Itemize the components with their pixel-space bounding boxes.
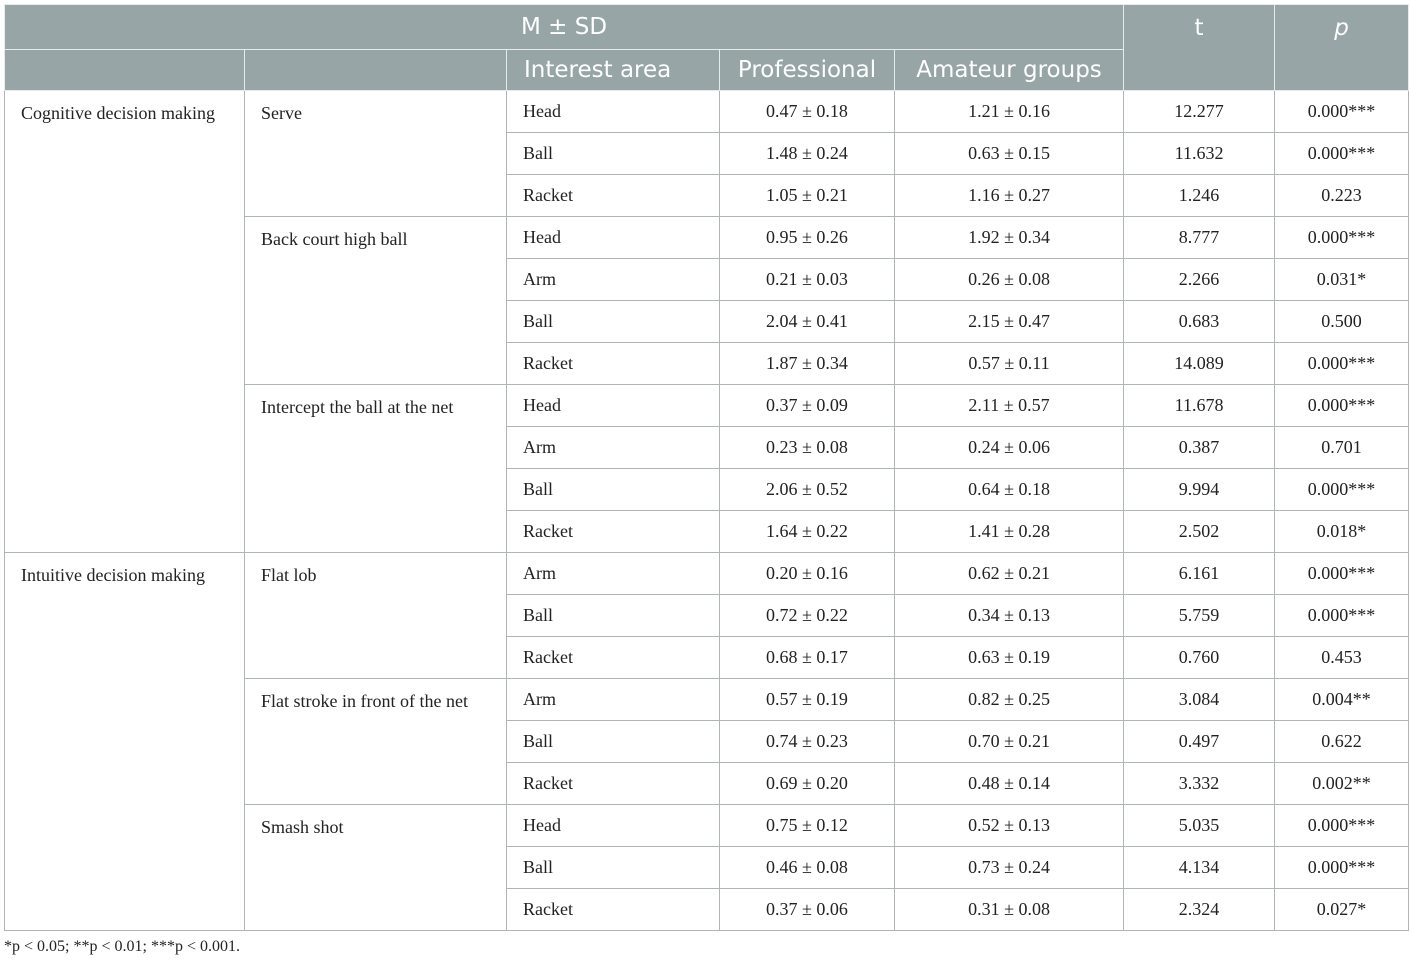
amateur-cell: 0.31 ± 0.08 <box>895 889 1124 931</box>
t-value-cell: 11.678 <box>1124 385 1275 427</box>
header-t: t <box>1124 5 1275 91</box>
interest-area-cell: Ball <box>507 301 720 343</box>
t-value-cell: 2.266 <box>1124 259 1275 301</box>
interest-area-cell: Ball <box>507 595 720 637</box>
t-value-cell: 0.760 <box>1124 637 1275 679</box>
interest-area-cell: Arm <box>507 553 720 595</box>
professional-cell: 1.48 ± 0.24 <box>720 133 895 175</box>
interest-area-cell: Head <box>507 91 720 133</box>
shot-type-cell: Smash shot <box>245 805 507 931</box>
p-value-cell: 0.000*** <box>1275 217 1409 259</box>
t-value-cell: 5.759 <box>1124 595 1275 637</box>
t-value-cell: 1.246 <box>1124 175 1275 217</box>
amateur-cell: 2.11 ± 0.57 <box>895 385 1124 427</box>
p-value-cell: 0.500 <box>1275 301 1409 343</box>
shot-type-cell: Flat lob <box>245 553 507 679</box>
professional-cell: 0.72 ± 0.22 <box>720 595 895 637</box>
amateur-cell: 0.70 ± 0.21 <box>895 721 1124 763</box>
amateur-cell: 1.92 ± 0.34 <box>895 217 1124 259</box>
amateur-cell: 1.41 ± 0.28 <box>895 511 1124 553</box>
header-amateur: Amateur groups <box>895 50 1124 91</box>
interest-area-cell: Racket <box>507 889 720 931</box>
interest-area-cell: Arm <box>507 259 720 301</box>
p-value-cell: 0.027* <box>1275 889 1409 931</box>
professional-cell: 2.06 ± 0.52 <box>720 469 895 511</box>
table-row <box>5 553 1409 595</box>
p-value-cell: 0.004** <box>1275 679 1409 721</box>
p-value-cell: 0.453 <box>1275 637 1409 679</box>
amateur-cell: 0.26 ± 0.08 <box>895 259 1124 301</box>
interest-area-cell: Head <box>507 805 720 847</box>
amateur-cell: 0.52 ± 0.13 <box>895 805 1124 847</box>
p-value-cell: 0.002** <box>1275 763 1409 805</box>
header-msd: M ± SD <box>5 5 1124 50</box>
amateur-cell: 1.21 ± 0.16 <box>895 91 1124 133</box>
t-value-cell: 3.332 <box>1124 763 1275 805</box>
interest-area-cell: Racket <box>507 511 720 553</box>
interest-area-cell: Racket <box>507 763 720 805</box>
professional-cell: 0.21 ± 0.03 <box>720 259 895 301</box>
professional-cell: 0.37 ± 0.09 <box>720 385 895 427</box>
t-value-cell: 5.035 <box>1124 805 1275 847</box>
category-cell: Cognitive decision making <box>5 91 245 553</box>
professional-cell: 0.20 ± 0.16 <box>720 553 895 595</box>
professional-cell: 2.04 ± 0.41 <box>720 301 895 343</box>
interest-area-cell: Racket <box>507 175 720 217</box>
shot-type-cell: Back court high ball <box>245 217 507 385</box>
p-value-cell: 0.000*** <box>1275 805 1409 847</box>
amateur-cell: 0.24 ± 0.06 <box>895 427 1124 469</box>
professional-cell: 1.64 ± 0.22 <box>720 511 895 553</box>
professional-cell: 0.74 ± 0.23 <box>720 721 895 763</box>
t-value-cell: 12.277 <box>1124 91 1275 133</box>
professional-cell: 0.57 ± 0.19 <box>720 679 895 721</box>
table-header <box>5 5 1409 91</box>
results-table <box>4 4 1409 931</box>
interest-area-cell: Ball <box>507 847 720 889</box>
professional-cell: 0.95 ± 0.26 <box>720 217 895 259</box>
p-value-cell: 0.000*** <box>1275 385 1409 427</box>
amateur-cell: 1.16 ± 0.27 <box>895 175 1124 217</box>
p-value-cell: 0.622 <box>1275 721 1409 763</box>
interest-area-cell: Head <box>507 385 720 427</box>
shot-type-cell: Intercept the ball at the net <box>245 385 507 553</box>
interest-area-cell: Arm <box>507 427 720 469</box>
amateur-cell: 0.48 ± 0.14 <box>895 763 1124 805</box>
professional-cell: 0.37 ± 0.06 <box>720 889 895 931</box>
t-value-cell: 2.324 <box>1124 889 1275 931</box>
t-value-cell: 0.497 <box>1124 721 1275 763</box>
amateur-cell: 0.73 ± 0.24 <box>895 847 1124 889</box>
interest-area-cell: Arm <box>507 679 720 721</box>
interest-area-cell: Racket <box>507 343 720 385</box>
t-value-cell: 4.134 <box>1124 847 1275 889</box>
header-blank-2 <box>245 50 507 91</box>
p-value-cell: 0.000*** <box>1275 847 1409 889</box>
interest-area-cell: Ball <box>507 133 720 175</box>
professional-cell: 0.47 ± 0.18 <box>720 91 895 133</box>
t-value-cell: 6.161 <box>1124 553 1275 595</box>
table-row <box>5 91 1409 133</box>
professional-cell: 0.69 ± 0.20 <box>720 763 895 805</box>
interest-area-cell: Head <box>507 217 720 259</box>
amateur-cell: 0.62 ± 0.21 <box>895 553 1124 595</box>
amateur-cell: 0.57 ± 0.11 <box>895 343 1124 385</box>
table-body <box>5 91 1409 931</box>
professional-cell: 0.75 ± 0.12 <box>720 805 895 847</box>
amateur-cell: 0.63 ± 0.15 <box>895 133 1124 175</box>
t-value-cell: 9.994 <box>1124 469 1275 511</box>
p-value-cell: 0.000*** <box>1275 595 1409 637</box>
p-value-cell: 0.000*** <box>1275 91 1409 133</box>
professional-cell: 0.46 ± 0.08 <box>720 847 895 889</box>
t-value-cell: 8.777 <box>1124 217 1275 259</box>
header-professional: Professional <box>720 50 895 91</box>
amateur-cell: 0.64 ± 0.18 <box>895 469 1124 511</box>
t-value-cell: 11.632 <box>1124 133 1275 175</box>
p-value-cell: 0.000*** <box>1275 553 1409 595</box>
p-value-cell: 0.000*** <box>1275 133 1409 175</box>
professional-cell: 0.68 ± 0.17 <box>720 637 895 679</box>
header-p: p <box>1275 5 1409 91</box>
p-value-cell: 0.031* <box>1275 259 1409 301</box>
p-value-cell: 0.701 <box>1275 427 1409 469</box>
p-value-cell: 0.000*** <box>1275 343 1409 385</box>
professional-cell: 1.87 ± 0.34 <box>720 343 895 385</box>
amateur-cell: 0.63 ± 0.19 <box>895 637 1124 679</box>
t-value-cell: 3.084 <box>1124 679 1275 721</box>
professional-cell: 0.23 ± 0.08 <box>720 427 895 469</box>
professional-cell: 1.05 ± 0.21 <box>720 175 895 217</box>
amateur-cell: 0.34 ± 0.13 <box>895 595 1124 637</box>
p-value-cell: 0.018* <box>1275 511 1409 553</box>
category-cell: Intuitive decision making <box>5 553 245 931</box>
interest-area-cell: Ball <box>507 721 720 763</box>
t-value-cell: 2.502 <box>1124 511 1275 553</box>
shot-type-cell: Serve <box>245 91 507 217</box>
shot-type-cell: Flat stroke in front of the net <box>245 679 507 805</box>
table-footnote: *p < 0.05; **p < 0.01; ***p < 0.001. <box>4 938 240 955</box>
interest-area-cell: Racket <box>507 637 720 679</box>
interest-area-cell: Ball <box>507 469 720 511</box>
t-value-cell: 0.683 <box>1124 301 1275 343</box>
amateur-cell: 2.15 ± 0.47 <box>895 301 1124 343</box>
t-value-cell: 14.089 <box>1124 343 1275 385</box>
amateur-cell: 0.82 ± 0.25 <box>895 679 1124 721</box>
p-value-cell: 0.223 <box>1275 175 1409 217</box>
header-blank-1 <box>5 50 245 91</box>
p-value-cell: 0.000*** <box>1275 469 1409 511</box>
header-interest-area: Interest area <box>507 50 720 91</box>
t-value-cell: 0.387 <box>1124 427 1275 469</box>
